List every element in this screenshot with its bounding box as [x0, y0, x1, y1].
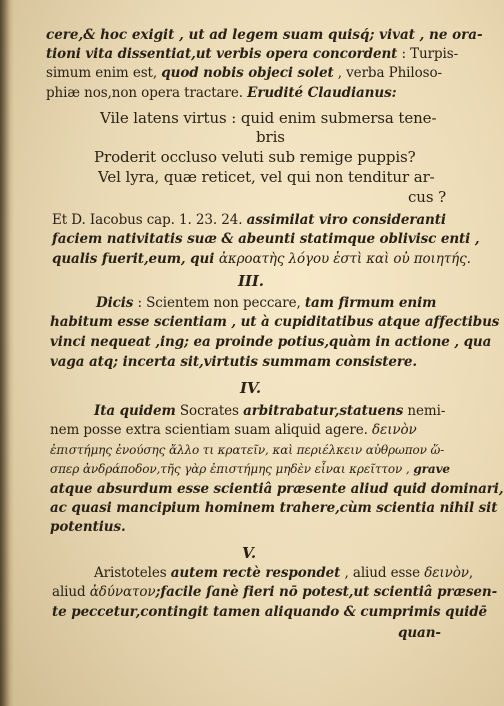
text-line-13	[50, 422, 417, 438]
text-line-2	[46, 46, 458, 62]
verse-line-1-end	[256, 129, 285, 145]
text-run: cus ?	[408, 188, 447, 206]
section-heading-iv	[240, 380, 261, 396]
text-run: : Scientem non peccare,	[133, 295, 305, 311]
text-line-3	[46, 65, 442, 81]
text-run: nem posse extra scientiam suam aliquid agere.	[50, 422, 373, 438]
text-run: Et D. Iacobus cap. 1. 23. 24.	[52, 212, 247, 228]
text-line-19	[94, 565, 473, 581]
section-heading-v	[242, 545, 256, 561]
text-run: bris	[256, 128, 285, 146]
text-line-12	[94, 403, 445, 419]
text-line-7	[52, 251, 471, 267]
text-line-16	[50, 481, 503, 497]
text-run: assimilat viro consideranti	[246, 212, 446, 228]
catchword	[398, 625, 441, 641]
text-run: ἀκρoατὴς λόγου ἐστὶ καὶ οὐ ποιητής	[218, 251, 467, 267]
text-line-18	[50, 519, 126, 535]
text-run: grave	[413, 462, 450, 476]
text-run: Aristoteles	[94, 565, 171, 581]
text-line-9	[50, 314, 499, 330]
text-line-1	[46, 27, 483, 43]
text-run: δεινὸν	[424, 565, 469, 581]
text-run: simum enim est,	[46, 65, 162, 81]
text-run: .	[466, 251, 471, 267]
text-run: nemi-	[403, 403, 446, 419]
text-run: V.	[242, 544, 257, 562]
text-run: arbitrabatur,statuens	[243, 403, 404, 419]
text-run: Erudité Claudianus:	[247, 85, 397, 101]
verse-line-2	[94, 149, 416, 165]
text-run: Socrates	[175, 403, 244, 419]
text-run: ἐπιστήμης ἐνούσης ἄλλο τι κρατεῖν, καὶ περιέλκειν αὐθρωπον ὥ-	[50, 443, 445, 457]
text-line-14	[50, 442, 444, 458]
text-line-21	[52, 604, 487, 620]
section-heading-iii	[238, 273, 264, 289]
text-run: autem rectè respondet	[170, 565, 341, 581]
text-run: vaga atq; incerta sit,virtutis summam consistere.	[50, 354, 418, 370]
text-line-8	[96, 295, 436, 311]
text-run: δεινὸν	[372, 422, 417, 438]
text-run: te peccetur,contingit tamen aliquando & cumprimis quidē	[52, 604, 488, 620]
text-line-20	[52, 584, 497, 600]
text-run: qualis fuerit,eum, qui	[52, 251, 219, 267]
verse-line-3	[98, 169, 435, 185]
verse-line-1	[100, 110, 436, 126]
text-run: ,	[402, 462, 414, 476]
text-run: ac quasi mancipium hominem trahere,cùm scientia nihil sit	[50, 500, 498, 516]
text-run: quod nobis objeci solet	[161, 65, 334, 81]
text-run: potentius.	[50, 519, 126, 535]
text-run: ἀδύνατον	[89, 584, 156, 600]
text-run: , verba Philoso-	[333, 65, 442, 81]
text-run: atque absurdum esse scientiâ præsente aliud quid dominari,	[50, 481, 504, 497]
text-run: III.	[238, 272, 264, 290]
verse-line-3-end	[408, 189, 446, 205]
text-run: Vile latens virtus : quid enim submersa tene-	[100, 109, 437, 127]
text-run: cere,& hoc exigit , ut ad legem suam quisq́; vivat , ne ora-	[46, 27, 483, 43]
text-run: aliud	[52, 584, 90, 600]
text-run: faciem nativitatis suæ & abeunti statimque oblivisc enti ,	[52, 231, 480, 247]
text-line-6	[52, 231, 479, 247]
text-line-4	[46, 85, 397, 101]
text-line-10	[50, 334, 491, 350]
text-run: Proderit occluso veluti sub remige puppis?	[94, 148, 416, 166]
text-run: ,	[468, 565, 474, 581]
text-line-11	[50, 354, 417, 370]
text-run: habitum esse scientiam , ut à cupiditatibus atque affectibus	[50, 314, 500, 330]
text-run: : Turpis-	[397, 46, 459, 62]
text-run: Dicis	[96, 295, 134, 311]
text-run: vinci nequeat ,ing; ea proinde potius,quàm in actione , qua	[50, 334, 492, 350]
text-run: σπερ ἀνδράποδον,τῆς γὰρ ἐπιστήμης μηδὲν εἶναι κρεῖττον	[50, 462, 403, 476]
text-line-17	[50, 500, 497, 516]
text-run: ;facile ſanè fieri nō potest,ut scientiâ præsen-	[155, 584, 498, 600]
text-run: IV.	[240, 379, 261, 397]
text-line-5	[52, 212, 446, 228]
text-run: quan-	[398, 625, 441, 641]
text-run: Vel lyra, quæ reticet, vel qui non tenditur ar-	[98, 168, 435, 186]
text-run: phiæ nos,non opera tractare.	[46, 85, 248, 101]
text-run: tam firmum enim	[304, 295, 437, 311]
text-run: tioni vita dissentiat,ut verbis opera concordent	[46, 46, 398, 62]
text-line-15	[50, 461, 450, 477]
text-run: , aliud esse	[340, 565, 425, 581]
text-run: Ita quidem	[94, 403, 176, 419]
